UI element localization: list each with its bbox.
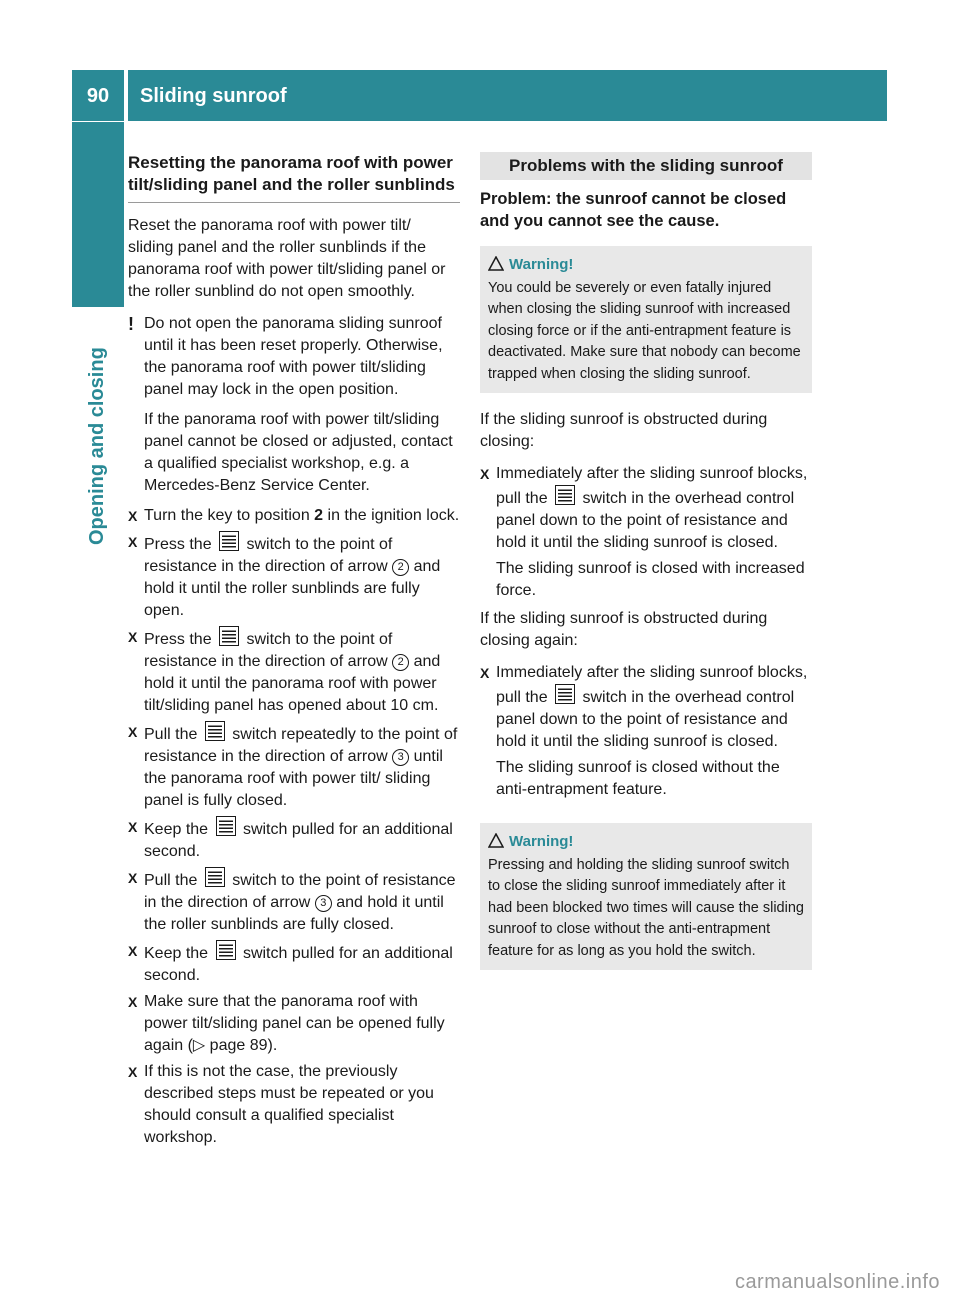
step-arrow-icon: X — [128, 724, 138, 740]
arrow-3-icon: 3 — [392, 749, 409, 766]
step-item — [128, 1061, 460, 1149]
step-text: switch to the point of resistance in the direction of arrow — [144, 631, 393, 670]
step-text: Press the — [144, 631, 217, 648]
condition-text: If the sliding sunroof is obstructed during closing again: — [480, 610, 768, 649]
sunroof-switch-icon — [219, 531, 239, 551]
step-arrow-icon: X — [128, 994, 138, 1010]
intro-paragraph: Reset the panorama roof with power tilt/ sliding panel and the roller sunblinds if the panorama roof with power tilt/sliding panel or the roller sunblind do not open smoothly. — [128, 217, 446, 300]
step-text: Press the — [144, 536, 217, 553]
result-text: The sliding sunroof is closed with increased force. — [496, 560, 805, 599]
step-text: until the panorama roof with power tilt/ sliding panel is fully closed. — [144, 748, 443, 809]
step-text: Immediately after the sliding sunroof blocks, pull the — [496, 664, 808, 706]
caution-icon: ! — [128, 314, 134, 334]
arrow-2-icon: 2 — [392, 559, 409, 576]
step-arrow-icon: X — [128, 870, 138, 886]
step-text: page 89). — [205, 1037, 278, 1054]
step-text: in the ignition lock. — [323, 507, 460, 524]
warning-label: Warning! — [509, 833, 574, 850]
heading-rule — [128, 202, 460, 203]
side-tab — [72, 122, 124, 307]
arrow-2-icon: 2 — [392, 654, 409, 671]
page-ref-icon: ▷ — [192, 1037, 206, 1054]
step-text: and hold it until the panorama roof with power tilt/sliding panel has opened about 10 cm. — [144, 653, 441, 714]
sunroof-switch-icon — [555, 684, 575, 704]
step-text: Keep the — [144, 945, 213, 962]
section-label: Opening and closing — [86, 347, 108, 545]
sunroof-switch-icon — [216, 940, 236, 960]
warning-label: Warning! — [509, 256, 574, 273]
section-heading: Resetting the panorama roof with power tilt/sliding panel and the roller sunblinds — [128, 153, 455, 194]
warning-title — [488, 831, 804, 853]
problem-statement: Problem: the sunroof cannot be closed and you cannot see the cause. — [480, 190, 787, 230]
step-text: switch in the overhead control panel down to the point of resistance and hold it until the sliding sunroof is closed. — [496, 490, 795, 551]
sunroof-switch-icon — [205, 867, 225, 887]
note-text: Do not open the panorama sliding sunroof until it has been reset properly. Otherwise, the panorama roof with power tilt/sliding panel may lock in the open position. — [144, 315, 443, 398]
warning-triangle-icon — [488, 256, 504, 271]
sunroof-switch-icon — [219, 626, 239, 646]
step-arrow-icon: X — [128, 629, 138, 645]
step-arrow-icon: X — [128, 819, 138, 835]
caution-note — [128, 313, 460, 497]
warning-triangle-icon — [488, 833, 504, 848]
condition-text: If the sliding sunroof is obstructed during closing: — [480, 411, 768, 450]
warning-text: You could be severely or even fatally injured when closing the sliding sunroof with increased closing force or if the anti-entrapment feature is deactivated. Make sure that nobody can become trapped when closing the sliding sunroof. — [488, 279, 801, 382]
step-item — [128, 531, 460, 622]
step-item — [480, 463, 812, 554]
sunroof-switch-icon — [205, 721, 225, 741]
step-item — [128, 867, 460, 936]
step-text: switch to the point of resistance in the direction of arrow — [144, 536, 393, 575]
arrow-3-icon: 3 — [315, 895, 332, 912]
step-text: Pull the — [144, 872, 202, 889]
step-arrow-icon: X — [128, 508, 138, 524]
step-text: switch in the overhead control panel down to the point of resistance and hold it until the sliding sunroof is closed. — [496, 689, 795, 750]
step-text: If this is not the case, the previously described steps must be repeated or you should consult a qualified specialist workshop. — [144, 1063, 434, 1146]
step-item — [128, 626, 460, 717]
left-column — [128, 152, 460, 1153]
step-text: Keep the — [144, 821, 213, 838]
warning-title — [488, 254, 804, 276]
step-text: switch repeatedly to the point of resistance in the direction of arrow — [144, 726, 458, 765]
warning-box — [480, 246, 812, 393]
step-text: switch pulled for an additional second. — [144, 945, 453, 984]
step-text: Make sure that the panorama roof with power tilt/sliding panel can be opened fully again ( — [144, 993, 445, 1054]
step-arrow-icon: X — [128, 534, 138, 550]
note-text: If the panorama roof with power tilt/sliding panel cannot be closed or adjusted, contact a qualified specialist workshop, e.g. a Mercedes-Benz Service Center. — [144, 411, 453, 494]
page-header — [72, 70, 887, 121]
key-position: 2 — [314, 507, 324, 524]
step-text: and hold it until the roller sunblinds are fully closed. — [144, 894, 444, 933]
sunroof-switch-icon — [216, 816, 236, 836]
step-text: Turn the key to position — [144, 507, 315, 524]
step-text: switch to the point of resistance in the direction of arrow — [144, 872, 456, 911]
result-text: The sliding sunroof is closed without the anti-entrapment feature. — [496, 759, 780, 798]
step-text: Immediately after the sliding sunroof blocks, pull the — [496, 465, 808, 507]
step-item — [480, 662, 812, 753]
step-text: and hold it until the roller sunblinds are fully open. — [144, 558, 441, 619]
watermark[interactable]: carmanualsonline.info — [734, 1271, 940, 1293]
page-title: Sliding sunroof — [140, 85, 287, 107]
sunroof-switch-icon — [555, 485, 575, 505]
step-item — [128, 721, 460, 812]
step-text: Pull the — [144, 726, 202, 743]
header-divider — [124, 70, 128, 121]
step-item — [128, 816, 460, 863]
step-text: switch pulled for an additional second. — [144, 821, 453, 860]
problems-heading: Problems with the sliding sunroof — [480, 152, 812, 180]
step-item — [128, 505, 460, 527]
step-arrow-icon: X — [128, 1064, 138, 1080]
right-column — [480, 152, 812, 986]
warning-box — [480, 823, 812, 970]
page-number: 90 — [86, 85, 110, 107]
step-item — [128, 991, 460, 1057]
step-item — [128, 940, 460, 987]
warning-text: Pressing and holding the sliding sunroof switch to close the sliding sunroof immediately after it had been blocked two times will cause the sliding sunroof to close without the anti-entrapment feature for as long as you hold the switch. — [488, 856, 804, 959]
step-arrow-icon: X — [480, 665, 490, 681]
step-arrow-icon: X — [480, 466, 490, 482]
step-arrow-icon: X — [128, 943, 138, 959]
